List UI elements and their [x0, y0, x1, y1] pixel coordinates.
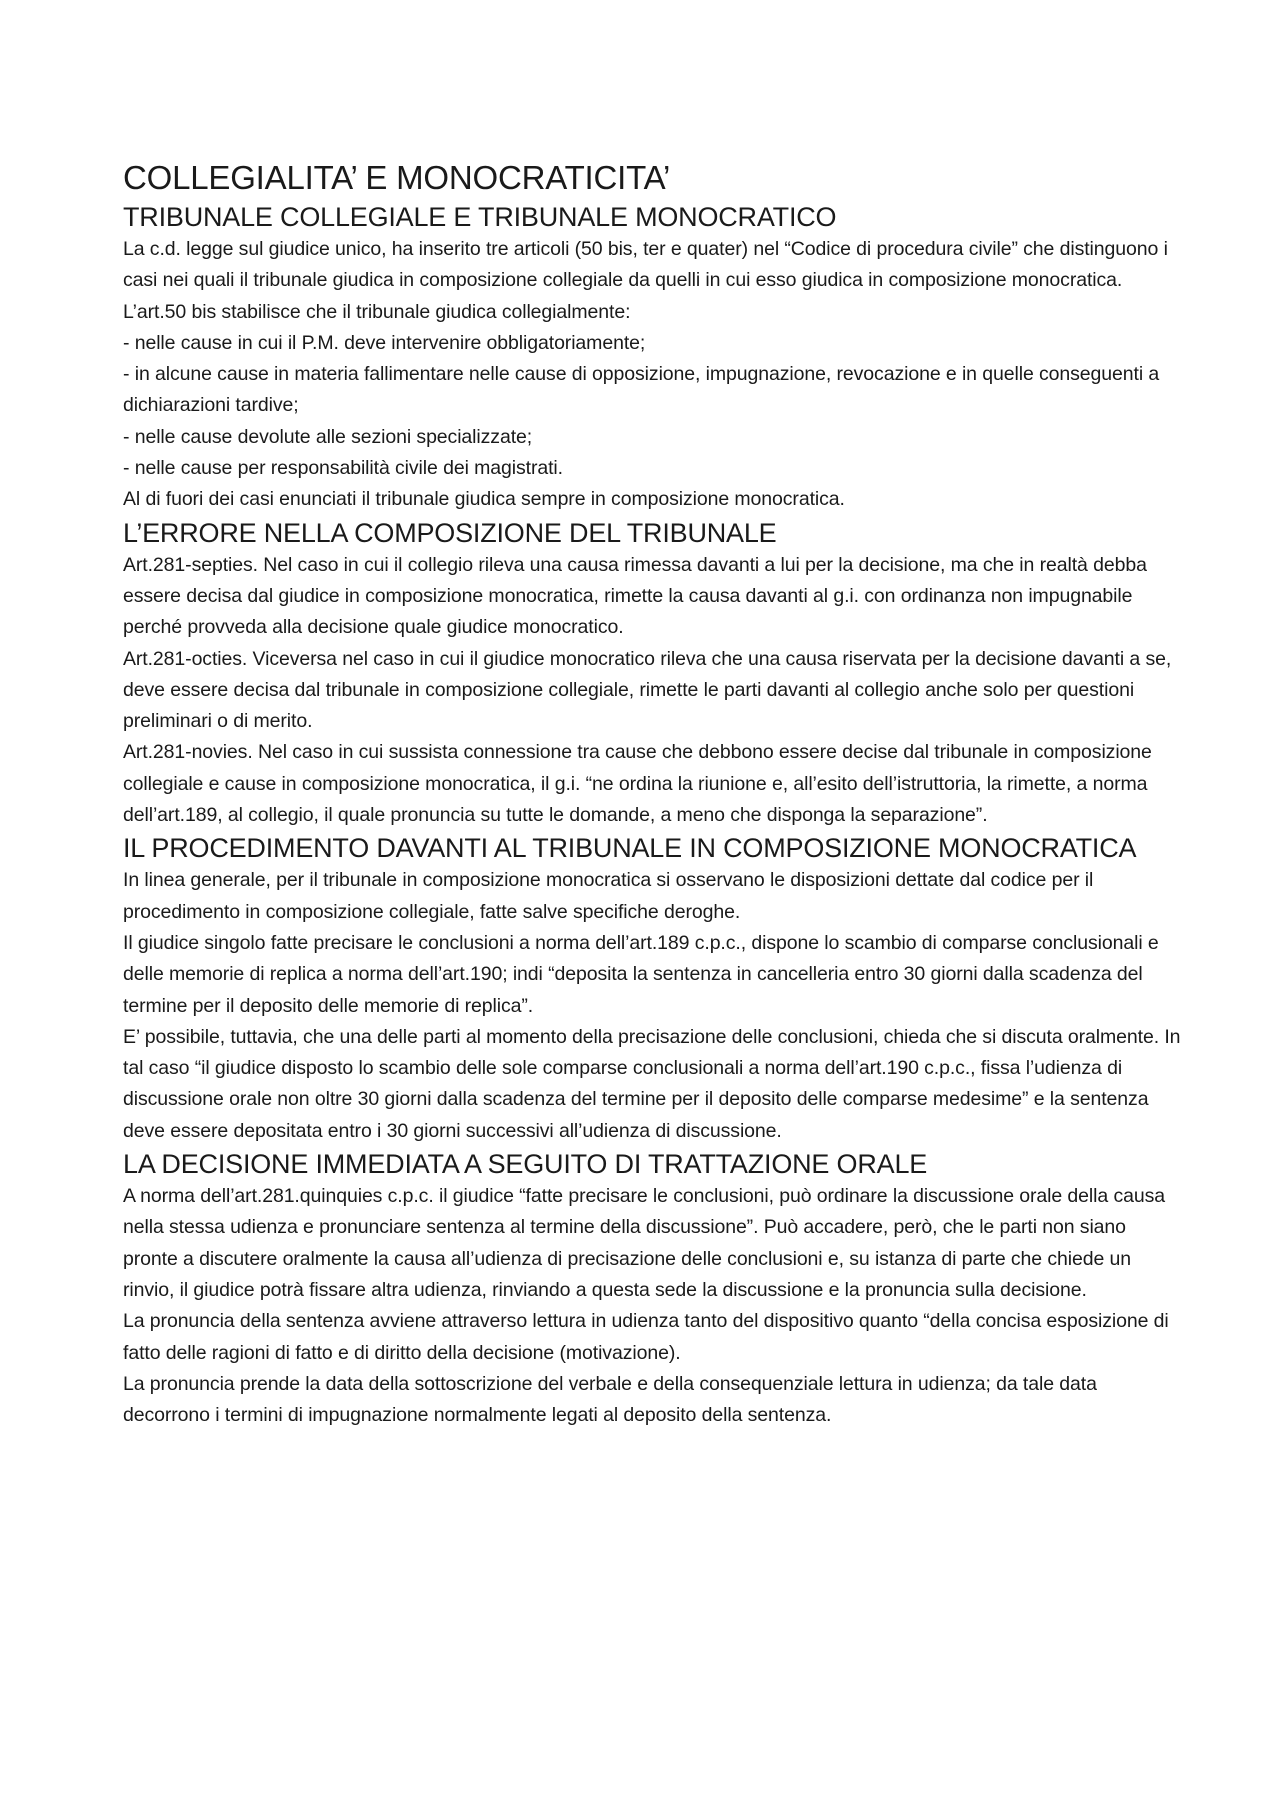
document-page [123, 158, 1183, 1431]
paragraph: La c.d. legge sul giudice unico, ha inserito tre articoli (50 bis, ter e quater) nel “Codice di procedura civile” che distinguono i casi nei quali il tribunale giudica in composizione collegiale da quelli in cui esso giudica in composizione monocratica. [123, 238, 1168, 292]
section-decisione-immediata [123, 1147, 1183, 1431]
paragraph: Il giudice singolo fatte precisare le conclusioni a norma dell’art.189 c.p.c., dispone lo scambio di comparse conclusionali e delle memorie di replica a norma dell’art.190; indi “deposita la sentenza in cancelleria entro 30 giorni dalla scadenza del termine per il deposito delle memorie di replica”. [123, 931, 1159, 1017]
paragraph: E’ possibile, tuttavia, che una delle parti al momento della precisazione delle conclusioni, chieda che si discuta oralmente. In tal caso “il giudice disposto lo scambio delle sole comparse conclusionali a norma dell’art.190 c.p.c., fissa l’udienza di discussione orale non oltre 30 giorni dalla scadenza del termine per il deposito delle comparse medesime” e la sentenza deve essere depositata entro i 30 giorni successivi all’udienza di discussione. [123, 1025, 1181, 1142]
section-tribunale-collegiale [123, 200, 1183, 516]
section-procedimento-monocratico [123, 831, 1183, 1147]
paragraph: A norma dell’art.281.quinquies c.p.c. il giudice “fatte precisare le conclusioni, può ordinare la discussione orale della causa nella stessa udienza e pronunciare sentenza al termine della discussione”. Può accadere, però, che le parti non siano pronte a discutere oralmente la causa all’udienza di precisazione delle conclusioni e, su istanza di parte che chiede un rinvio, il giudice potrà fissare altra udienza, rinviando a questa sede la discussione e la pronuncia sulla decisione. [123, 1185, 1165, 1301]
section-errore-composizione [123, 516, 1183, 832]
section-heading: LA DECISIONE IMMEDIATA A SEGUITO DI TRATTAZIONE ORALE [123, 1149, 928, 1180]
paragraph: La pronuncia prende la data della sottoscrizione del verbale e della consequenziale lettura in udienza; da tale data decorrono i termini di impugnazione normalmente legati al deposito della sentenza. [123, 1372, 1097, 1427]
paragraph: In linea generale, per il tribunale in composizione monocratica si osservano le disposizioni dettate dal codice per il procedimento in composizione collegiale, fatte salve specifiche deroghe. [123, 869, 1094, 923]
list-item: - nelle cause devolute alle sezioni specializzate; [123, 425, 533, 448]
section-heading: TRIBUNALE COLLEGIALE E TRIBUNALE MONOCRATICO [123, 202, 837, 232]
paragraph: Art.281-octies. Viceversa nel caso in cui il giudice monocratico rileva che una causa riservata per la decisione davanti a se, deve essere decisa dal tribunale in composizione collegiale, rimette le parti davanti al collegio anche solo per questioni preliminari o di merito. [123, 647, 1172, 733]
paragraph: Al di fuori dei casi enunciati il tribunale giudica sempre in composizione monocratica. [123, 488, 845, 511]
list-item: - nelle cause per responsabilità civile dei magistrati. [123, 457, 563, 480]
section-heading: IL PROCEDIMENTO DAVANTI AL TRIBUNALE IN COMPOSIZIONE MONOCRATICA [123, 833, 1137, 864]
paragraph: Art.281-novies. Nel caso in cui sussista connessione tra cause che debbono essere decise dal tribunale in composizione collegiale e cause in composizione monocratica, il g.i. “ne ordina la riunione e, all’esito dell’istruttoria, la rimette, a norma dell’art.189, al collegio, il quale pronuncia su tutte le domande, a meno che disponga la separazione”. [123, 741, 1152, 827]
paragraph: La pronuncia della sentenza avviene attraverso lettura in udienza tanto del dispositivo quanto “della concisa esposizione di fatto delle ragioni di fatto e di diritto della decisione (motivazione). [123, 1310, 1169, 1364]
list-item: - nelle cause in cui il P.M. deve intervenire obbligatoriamente; [123, 331, 646, 354]
section-heading: L’ERRORE NELLA COMPOSIZIONE DEL TRIBUNALE [123, 517, 777, 548]
list-item: - in alcune cause in materia fallimentare nelle cause di opposizione, impugnazione, revocazione e in quelle conseguenti a dichiarazioni tardive; [123, 363, 1160, 417]
document-title: COLLEGIALITA’ E MONOCRATICITA’ [123, 159, 671, 196]
paragraph: L’art.50 bis stabilisce che il tribunale giudica collegialmente: [123, 300, 631, 323]
paragraph: Art.281-septies. Nel caso in cui il collegio rileva una causa rimessa davanti a lui per la decisione, ma che in realtà debba essere decisa dal giudice in composizione monocratica, rimette la causa davanti al g.i. con ordinanza non impugnabile perché provveda alla decisione quale giudice monocratico. [123, 553, 1147, 639]
